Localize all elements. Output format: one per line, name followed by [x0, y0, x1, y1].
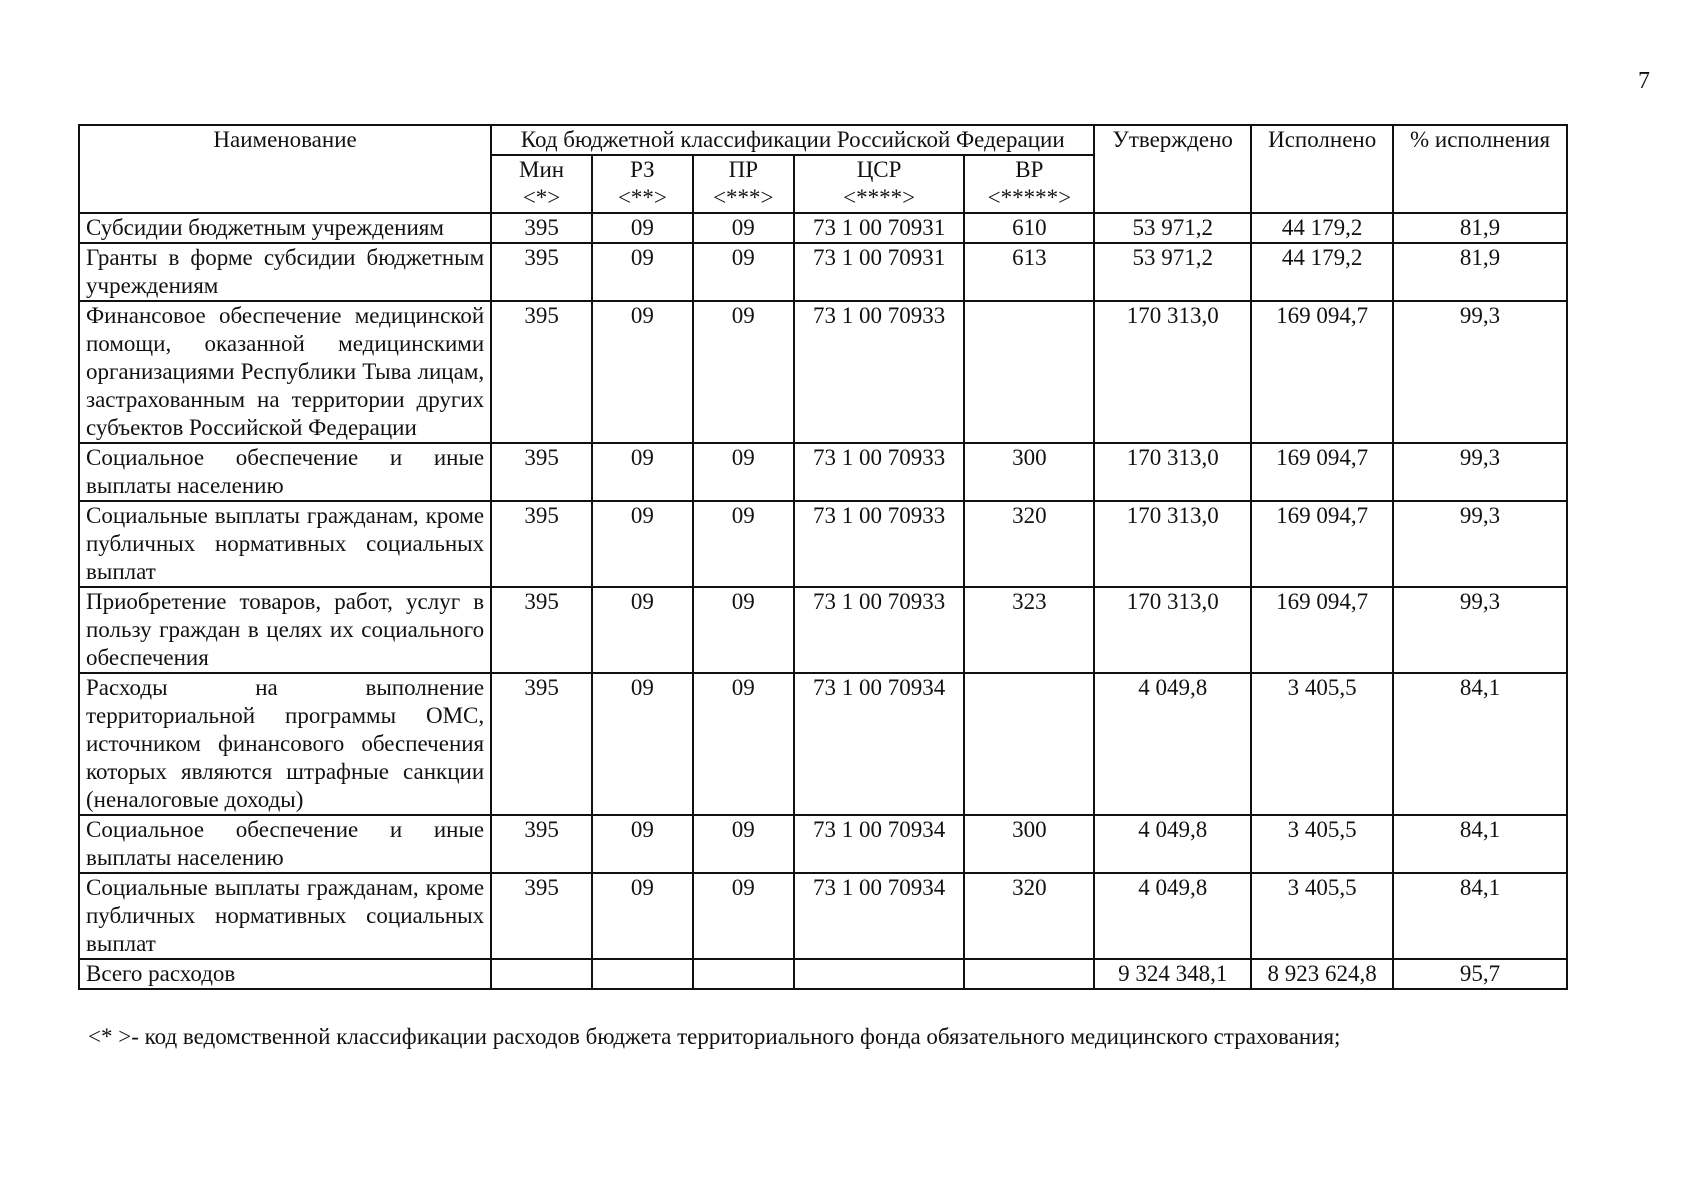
row-min: 395: [491, 301, 592, 443]
row-executed: 44 179,2: [1251, 213, 1393, 243]
row-name: Субсидии бюджетным учреждениям: [79, 213, 491, 243]
page-number: 7: [1638, 68, 1650, 94]
table-row: [79, 213, 1567, 243]
row-vr: [964, 673, 1094, 815]
table-body: [79, 213, 1567, 989]
row-min: 395: [491, 243, 592, 301]
row-csr: 73 1 00 70933: [794, 443, 965, 501]
header-vr-label: ВР: [1015, 157, 1044, 182]
header-pr: [693, 155, 794, 213]
row-percent: 84,1: [1393, 873, 1567, 959]
row-csr: 73 1 00 70933: [794, 301, 965, 443]
row-min: 395: [491, 873, 592, 959]
header-rz-label: РЗ: [630, 157, 655, 182]
row-executed: 169 094,7: [1251, 301, 1393, 443]
row-min: 395: [491, 815, 592, 873]
row-executed: 169 094,7: [1251, 587, 1393, 673]
row-approved: 4 049,8: [1094, 673, 1251, 815]
row-min: 395: [491, 213, 592, 243]
row-min: 395: [491, 501, 592, 587]
row-name: Приобретение товаров, работ, услуг в пользу граждан в целях их социального обеспечения: [79, 587, 491, 673]
row-percent: 84,1: [1393, 673, 1567, 815]
table-row: [79, 673, 1567, 815]
row-approved: 170 313,0: [1094, 443, 1251, 501]
row-vr: 320: [964, 501, 1094, 587]
header-min: [491, 155, 592, 213]
header-pr-label: ПР: [728, 157, 758, 182]
total-rz: [592, 959, 693, 989]
row-rz: 09: [592, 501, 693, 587]
header-executed: Исполнено: [1251, 125, 1393, 213]
row-rz: 09: [592, 243, 693, 301]
total-pr: [693, 959, 794, 989]
header-code-group: Код бюджетной классификации Российской Федерации: [491, 125, 1094, 155]
table-row: [79, 443, 1567, 501]
row-executed: 3 405,5: [1251, 815, 1393, 873]
table-row: [79, 815, 1567, 873]
row-rz: 09: [592, 673, 693, 815]
row-name: Гранты в форме субсидии бюджетным учреждениям: [79, 243, 491, 301]
row-pr: 09: [693, 213, 794, 243]
table-header: [79, 125, 1567, 213]
header-min-label: Мин: [519, 157, 565, 182]
table-row: [79, 587, 1567, 673]
row-csr: 73 1 00 70934: [794, 873, 965, 959]
row-rz: 09: [592, 815, 693, 873]
header-approved: Утверждено: [1094, 125, 1251, 213]
row-csr: 73 1 00 70931: [794, 213, 965, 243]
total-approved: 9 324 348,1: [1094, 959, 1251, 989]
row-percent: 99,3: [1393, 587, 1567, 673]
row-executed: 44 179,2: [1251, 243, 1393, 301]
row-executed: 169 094,7: [1251, 443, 1393, 501]
row-csr: 73 1 00 70934: [794, 815, 965, 873]
row-vr: 613: [964, 243, 1094, 301]
row-percent: 99,3: [1393, 443, 1567, 501]
row-approved: 170 313,0: [1094, 587, 1251, 673]
row-csr: 73 1 00 70933: [794, 501, 965, 587]
row-vr: 300: [964, 815, 1094, 873]
total-percent: 95,7: [1393, 959, 1567, 989]
row-rz: 09: [592, 213, 693, 243]
row-vr: 323: [964, 587, 1094, 673]
header-vr: [964, 155, 1094, 213]
row-name: Социальные выплаты гражданам, кроме публичных нормативных социальных выплат: [79, 501, 491, 587]
footnote: <* >- код ведомственной классификации расходов бюджета территориального фонда обязательного медицинского страхования;: [88, 1024, 1341, 1049]
row-approved: 4 049,8: [1094, 873, 1251, 959]
row-min: 395: [491, 673, 592, 815]
row-csr: 73 1 00 70933: [794, 587, 965, 673]
row-executed: 3 405,5: [1251, 673, 1393, 815]
row-pr: 09: [693, 873, 794, 959]
row-approved: 4 049,8: [1094, 815, 1251, 873]
row-rz: 09: [592, 301, 693, 443]
row-pr: 09: [693, 673, 794, 815]
row-pr: 09: [693, 443, 794, 501]
row-approved: 53 971,2: [1094, 213, 1251, 243]
row-percent: 81,9: [1393, 243, 1567, 301]
header-csr-note: <****>: [843, 185, 916, 210]
row-rz: 09: [592, 587, 693, 673]
row-min: 395: [491, 443, 592, 501]
row-name: Социальное обеспечение и иные выплаты населению: [79, 443, 491, 501]
row-percent: 99,3: [1393, 501, 1567, 587]
row-rz: 09: [592, 443, 693, 501]
header-csr-label: ЦСР: [856, 157, 902, 182]
table-row: [79, 501, 1567, 587]
row-approved: 53 971,2: [1094, 243, 1251, 301]
total-row: [79, 959, 1567, 989]
row-name: Расходы на выполнение территориальной программы ОМС, источником финансового обеспечения которых являются штрафные санкции (неналоговые доходы): [79, 673, 491, 815]
row-min: 395: [491, 587, 592, 673]
total-name: Всего расходов: [79, 959, 491, 989]
row-percent: 84,1: [1393, 815, 1567, 873]
row-percent: 99,3: [1393, 301, 1567, 443]
table-row: [79, 301, 1567, 443]
row-pr: 09: [693, 501, 794, 587]
total-csr: [794, 959, 965, 989]
table-row: [79, 243, 1567, 301]
total-vr: [964, 959, 1094, 989]
row-pr: 09: [693, 301, 794, 443]
row-name: Социальное обеспечение и иные выплаты населению: [79, 815, 491, 873]
row-pr: 09: [693, 243, 794, 301]
header-name: Наименование: [79, 125, 491, 213]
header-min-note: <*>: [522, 185, 561, 210]
budget-table: [78, 124, 1568, 990]
row-executed: 169 094,7: [1251, 501, 1393, 587]
row-csr: 73 1 00 70934: [794, 673, 965, 815]
row-vr: 610: [964, 213, 1094, 243]
row-pr: 09: [693, 587, 794, 673]
header-csr: [794, 155, 965, 213]
row-vr: [964, 301, 1094, 443]
header-vr-note: <*****>: [987, 185, 1072, 210]
header-percent: % исполнения: [1393, 125, 1567, 213]
row-csr: 73 1 00 70931: [794, 243, 965, 301]
total-executed: 8 923 624,8: [1251, 959, 1393, 989]
row-name: Финансовое обеспечение медицинской помощи, оказанной медицинскими организациями Республики Тыва лицам, застрахованным на территории других субъектов Российской Федерации: [79, 301, 491, 443]
total-min: [491, 959, 592, 989]
row-pr: 09: [693, 815, 794, 873]
row-rz: 09: [592, 873, 693, 959]
row-percent: 81,9: [1393, 213, 1567, 243]
table-row: [79, 873, 1567, 959]
header-pr-note: <***>: [713, 185, 774, 210]
header-rz: [592, 155, 693, 213]
row-approved: 170 313,0: [1094, 301, 1251, 443]
row-name: Социальные выплаты гражданам, кроме публичных нормативных социальных выплат: [79, 873, 491, 959]
row-vr: 300: [964, 443, 1094, 501]
row-approved: 170 313,0: [1094, 501, 1251, 587]
header-rz-note: <**>: [617, 185, 667, 210]
row-vr: 320: [964, 873, 1094, 959]
row-executed: 3 405,5: [1251, 873, 1393, 959]
